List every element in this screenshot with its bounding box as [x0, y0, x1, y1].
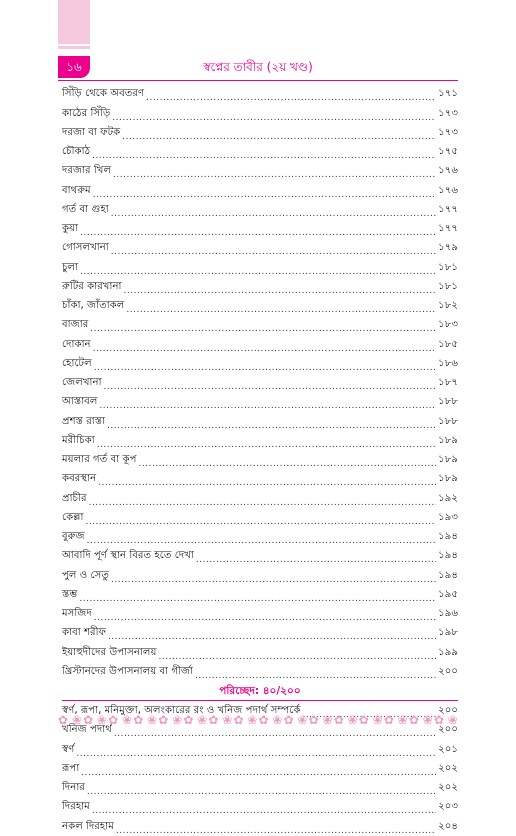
- toc-entry: [62, 623, 458, 642]
- flower-ornament-icon: ✿ ❀: [183, 713, 208, 727]
- toc-entry-label: চুলা: [62, 261, 79, 273]
- toc-entry: [62, 257, 458, 276]
- toc-entry-page: ১৮৯: [438, 434, 458, 446]
- dot-leader: [98, 478, 436, 488]
- corner-tab: [58, 0, 90, 44]
- toc-entry-page: ১৭৯: [438, 242, 458, 254]
- dot-leader: [85, 517, 436, 527]
- toc-entry: [62, 103, 458, 122]
- toc-entry-page: ১৯৯: [438, 646, 458, 658]
- toc-entry: [62, 123, 458, 142]
- flower-ornament-icon: ✿ ❀: [108, 713, 133, 727]
- dot-leader: [196, 555, 436, 565]
- toc-entry-label: প্রাচীর: [62, 492, 87, 504]
- dot-leader: [92, 806, 436, 816]
- toc-entry-label: মরীচিকা: [62, 434, 95, 446]
- toc-entry-label: গর্ত বা গুহা: [62, 203, 109, 215]
- toc-entry-label: দরজা বা ফটক: [62, 126, 121, 138]
- toc-entry: [62, 469, 458, 488]
- toc-entry-page: ১৯৩: [438, 511, 458, 523]
- toc-entry: [62, 392, 458, 411]
- toc-entry-label: দরজার খিল: [62, 165, 112, 177]
- dot-leader: [111, 247, 436, 257]
- flower-ornament-icon: ✿ ❀: [308, 713, 333, 727]
- toc-entry-label: রূপা: [62, 762, 80, 774]
- flower-ornament-icon: ✿ ❀: [433, 713, 458, 727]
- toc-list: [62, 84, 458, 681]
- toc-entry-page: ১৮৯: [438, 473, 458, 485]
- toc-entry-label: হোটেল: [62, 357, 92, 369]
- toc-entry: [62, 759, 458, 778]
- toc-entry-page: ২০৪: [438, 820, 458, 832]
- toc-entry-page: ২০২: [438, 782, 458, 793]
- toc-entry-label: চৌকাঠ: [62, 146, 91, 157]
- toc-entry-page: ১৮৮: [438, 415, 458, 427]
- toc-entry: [62, 604, 458, 623]
- toc-entry: [62, 585, 458, 604]
- dot-leader: [97, 440, 436, 450]
- toc-entry-page: ১৮১: [438, 280, 458, 292]
- footer-ornament: [58, 712, 458, 728]
- flower-ornament-icon: ✿ ❀: [233, 713, 258, 727]
- toc-entry-label: বাথরুম: [62, 184, 91, 196]
- toc-entry: [62, 739, 458, 758]
- flower-ornament-icon: ✿ ❀: [283, 713, 308, 727]
- toc-entry-page: ২০৩: [438, 801, 458, 813]
- toc-entry: [62, 180, 458, 199]
- toc-entry-label: ময়লার গর্ত বা কূপ: [62, 454, 137, 465]
- toc-entry-label: দিরহাম: [62, 801, 90, 813]
- dot-leader: [80, 267, 436, 277]
- flower-ornament-icon: ✿ ❀: [333, 713, 358, 727]
- toc-entry-page: ১৭৩: [438, 126, 458, 138]
- dot-leader: [111, 209, 436, 219]
- toc-entry-page: ১৮২: [438, 300, 458, 311]
- flower-ornament-icon: ✿ ❀: [408, 713, 433, 727]
- flower-ornament-icon: ✿ ❀: [158, 713, 183, 727]
- toc-entry-label: ইয়াহুদীদের উপাসনালয়: [62, 646, 157, 658]
- dot-leader: [79, 594, 436, 604]
- dot-leader: [76, 749, 436, 759]
- page-header: [58, 56, 458, 80]
- toc-entry-page: ২০০: [438, 665, 458, 677]
- toc-entry: [62, 642, 458, 661]
- toc-entry-page: ১৭৬: [438, 184, 458, 196]
- toc-entry: [62, 334, 458, 353]
- toc-entry-page: ১৯৪: [438, 550, 458, 562]
- toc-entry-page: ২০২: [438, 762, 458, 774]
- dot-leader: [81, 768, 436, 778]
- dot-leader: [92, 151, 436, 161]
- toc-entry-page: ১৮৯: [438, 454, 458, 465]
- dot-leader: [87, 787, 436, 797]
- toc-entry-page: ১৮৬: [438, 357, 458, 369]
- toc-entry: [62, 315, 458, 334]
- dot-leader: [107, 421, 436, 431]
- toc-entry: [62, 565, 458, 584]
- toc-entry-label: কাঠের সিঁড়ি: [62, 107, 111, 119]
- toc-entry-label: বাজার: [62, 319, 89, 331]
- toc-entry-page: ১৭৭: [438, 203, 458, 215]
- dot-leader: [139, 459, 437, 469]
- flower-ornament-icon: ✿ ❀: [58, 713, 82, 727]
- toc-entry: [62, 142, 458, 161]
- dot-leader: [93, 190, 436, 200]
- toc-entry: [62, 373, 458, 392]
- toc-entry-label: কুয়া: [62, 223, 79, 234]
- toc-entry-label: খ্রিস্টানদের উপাসনালয় বা গীর্জা: [62, 665, 193, 677]
- toc-entry-page: ১৮৮: [438, 396, 458, 408]
- dot-leader: [158, 652, 436, 662]
- toc-entry-page: ১৯৮: [438, 627, 458, 639]
- flower-ornament-icon: ✿ ❀: [133, 713, 158, 727]
- toc-entry-label: কেল্লা: [62, 511, 84, 523]
- flower-ornament-icon: ✿ ❀: [358, 713, 383, 727]
- toc-entry: [62, 778, 458, 797]
- toc-entry-label: পুল ও সেতু: [62, 569, 109, 581]
- toc-entry-page: ১৭৩: [438, 107, 458, 119]
- toc-entry-label: রুটির কারখানা: [62, 280, 122, 292]
- toc-entry-page: ১৮৭: [438, 377, 458, 388]
- toc-entry: [62, 161, 458, 180]
- toc-entry: [62, 84, 458, 103]
- toc-entry: [62, 508, 458, 527]
- chapter-heading: পরিচ্ছেদ: ৪০/২০০: [219, 684, 301, 697]
- toc-entry-page: ১৯৪: [438, 531, 458, 542]
- toc-entry: [62, 488, 458, 507]
- toc-entry-label: স্তম্ভ: [62, 588, 78, 600]
- toc-entry-page: ১৭৭: [438, 223, 458, 234]
- toc-entry: [62, 277, 458, 296]
- toc-entry: [62, 238, 458, 257]
- dot-leader: [90, 324, 436, 334]
- toc-entry-label: বুরুজ: [62, 531, 85, 542]
- dot-leader: [146, 93, 436, 103]
- toc-entry: [62, 662, 458, 681]
- toc-entry-page: ১৮১: [438, 261, 458, 273]
- flower-ornament-icon: ✿ ❀: [258, 713, 283, 727]
- toc-entry-page: ২০০: [438, 705, 458, 716]
- toc-entry: [62, 219, 458, 238]
- toc-entry: [62, 354, 458, 373]
- dot-leader: [93, 344, 437, 354]
- dot-leader: [113, 170, 436, 180]
- corner-line: [58, 46, 90, 49]
- toc-entry: [62, 411, 458, 430]
- dot-leader: [94, 363, 436, 373]
- dot-leader: [114, 729, 436, 739]
- toc-entry-label: আস্তাবল: [62, 396, 98, 408]
- dot-leader: [111, 575, 436, 585]
- toc-entry-page: ২০১: [438, 743, 458, 755]
- toc-entry-label: গোসলখানা: [62, 242, 109, 254]
- toc-entry-label: প্রশস্ত রাস্তা: [62, 415, 106, 427]
- toc-entry: [62, 450, 458, 469]
- flower-ornament-icon: ✿ ❀: [208, 713, 233, 727]
- dot-leader: [108, 632, 436, 642]
- dot-leader: [112, 113, 436, 123]
- book-title: স্বপ্নের তাবীর (২য় খণ্ড): [203, 60, 313, 74]
- toc-entry-page: ১৯৬: [438, 608, 458, 619]
- toc-entry-label: দোকান: [62, 338, 91, 350]
- dot-leader: [104, 382, 437, 392]
- toc-entry-label: আবাদি পূর্ণ স্থান বিরত হতে দেখা: [62, 550, 194, 562]
- flower-ornament-icon: ✿ ❀: [83, 713, 107, 727]
- toc-entry-label: স্বর্ণ, রূপা, মনিমুক্তা, অলংকারের রং ও খনিজ পদার্থ সম্পর্কে: [62, 705, 301, 716]
- toc-entry-label: কবরস্থান: [62, 473, 97, 485]
- toc-entry-page: ১৮৫: [438, 338, 458, 350]
- toc-entry-label: দিনার: [62, 782, 85, 793]
- toc-entry: [62, 200, 458, 219]
- dot-leader: [87, 536, 437, 546]
- dot-leader: [195, 671, 436, 681]
- toc-entry-page: ১৮৩: [438, 319, 458, 331]
- toc-entry-label: খনিজ পদার্থ: [62, 724, 112, 736]
- toc-entry-page: ১৭৫: [438, 146, 458, 157]
- toc-entry: [62, 816, 458, 835]
- flower-ornament-icon: ✿ ❀: [383, 713, 408, 727]
- dot-leader: [126, 305, 436, 315]
- dot-leader: [116, 826, 436, 836]
- dot-leader: [99, 401, 436, 411]
- toc-entry-page: ২০০: [438, 724, 458, 736]
- toc-entry-label: কাবা শরীফ: [62, 627, 106, 639]
- toc-entry-label: জেলখানা: [62, 377, 102, 388]
- dot-leader: [122, 132, 436, 142]
- toc-entry-page: ১৭৬: [438, 165, 458, 177]
- dot-leader: [89, 498, 437, 508]
- dot-leader: [124, 286, 437, 296]
- toc-entry-page: ১৭১: [438, 88, 458, 100]
- toc-entry-label: নকল দিরহাম: [62, 820, 114, 832]
- toc-entry-page: ১৯২: [438, 492, 458, 504]
- toc-entry-label: স্বর্ণ: [62, 743, 75, 755]
- toc-entry-label: চাঁকা, জাঁতাকল: [62, 300, 125, 311]
- toc-entry: [62, 431, 458, 450]
- toc-entry: [62, 296, 458, 315]
- toc-entry-page: ১৯৫: [438, 588, 458, 600]
- toc-entry: [62, 527, 458, 546]
- toc-entry-label: সিঁড়ি থেকে অবতরণ: [62, 88, 145, 100]
- dot-leader: [80, 228, 436, 238]
- toc-entry-page: ১৯৪: [438, 569, 458, 581]
- toc-entry-label: মসজিদ: [62, 608, 92, 619]
- header-rule: [58, 80, 458, 81]
- page-number: ১৬: [58, 56, 90, 78]
- dot-leader: [94, 613, 436, 623]
- toc-entry: [62, 546, 458, 565]
